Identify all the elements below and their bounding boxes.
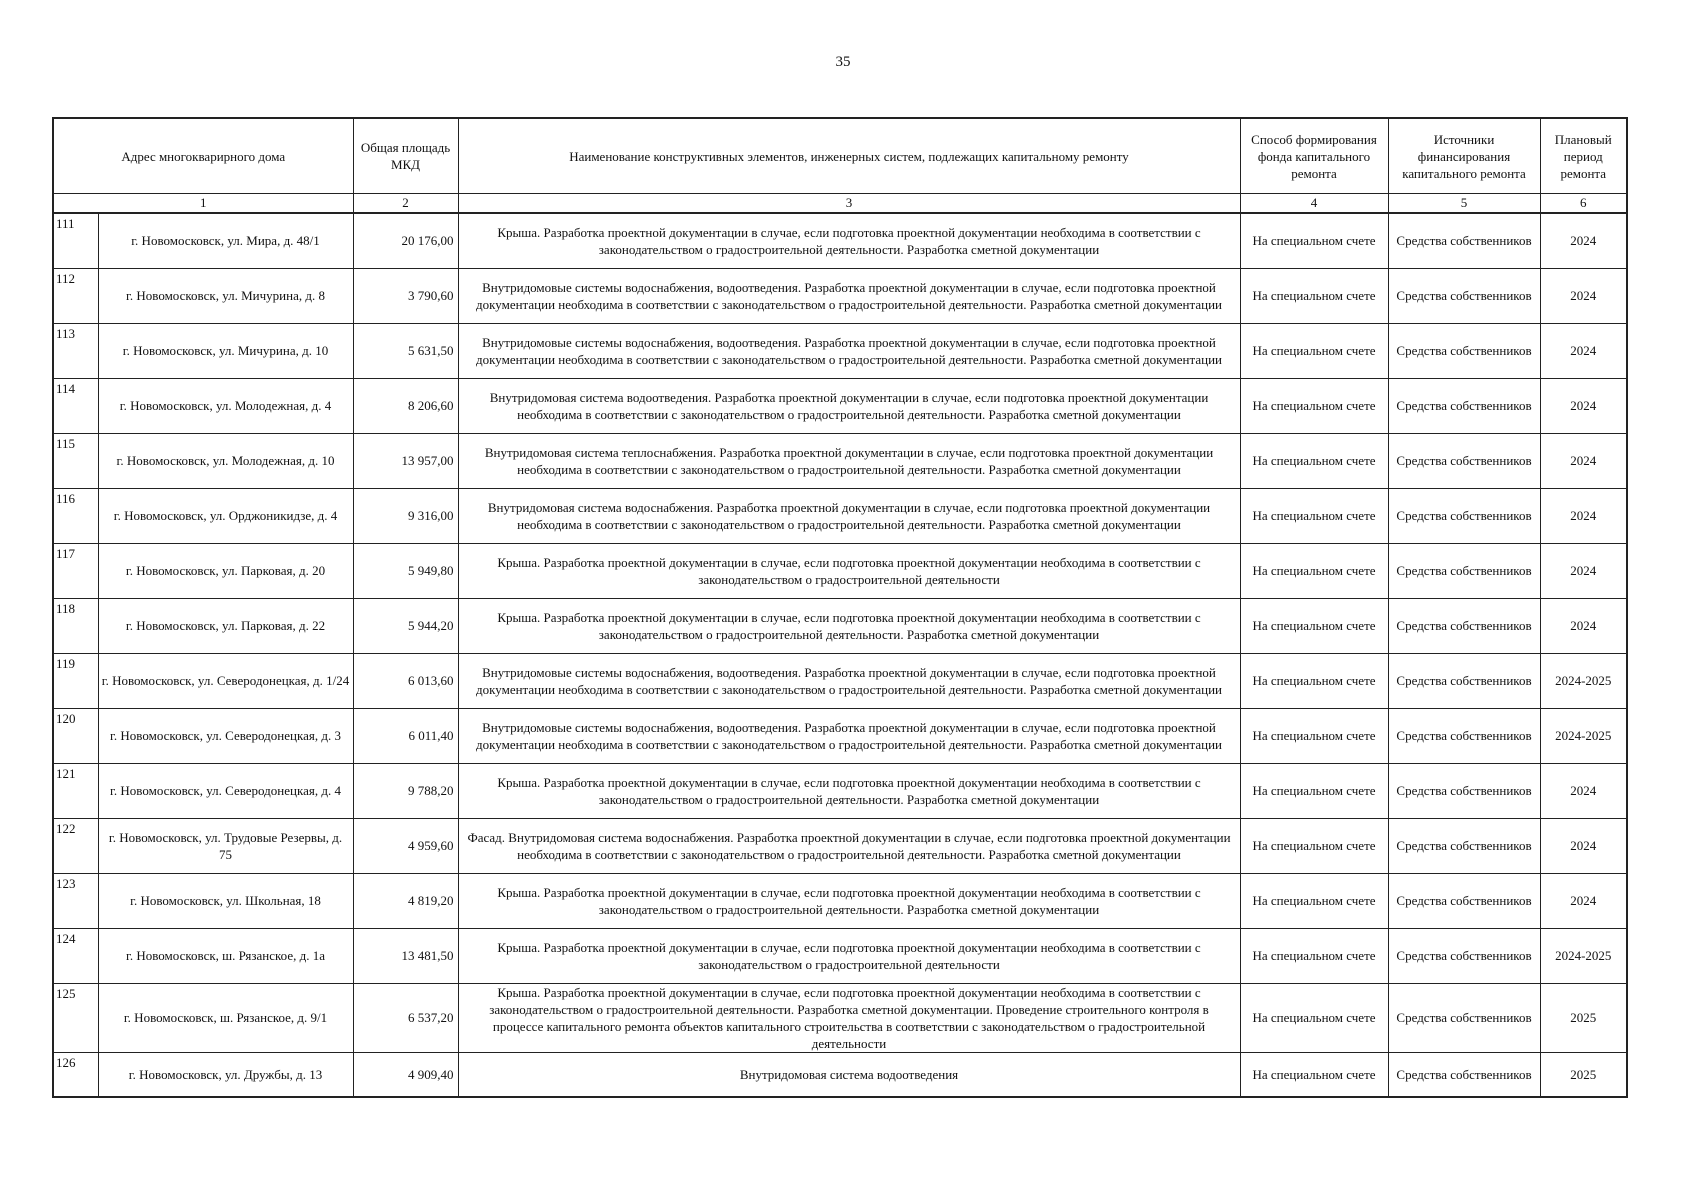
column-number: 5 <box>1388 194 1540 214</box>
column-number: 3 <box>458 194 1240 214</box>
table-row <box>53 873 1627 928</box>
row-funding: Средства собственников <box>1388 213 1540 268</box>
row-method: На специальном счете <box>1240 763 1388 818</box>
row-works: Фасад. Внутридомовая система водоснабжения. Разработка проектной документации в случае, если подготовка проектной документации необходима в соответствии с законодательством о градостроительной деятельности. Разработка сметной документации <box>458 818 1240 873</box>
header-area: Общая площадь МКД <box>353 118 458 194</box>
row-area: 6 013,60 <box>353 653 458 708</box>
row-method: На специальном счете <box>1240 653 1388 708</box>
row-period: 2024 <box>1540 433 1627 488</box>
row-number: 113 <box>53 323 98 378</box>
row-area: 5 949,80 <box>353 543 458 598</box>
row-funding: Средства собственников <box>1388 543 1540 598</box>
row-address: г. Новомосковск, ул. Мичурина, д. 8 <box>98 268 353 323</box>
row-period: 2025 <box>1540 983 1627 1052</box>
row-works: Крыша. Разработка проектной документации в случае, если подготовка проектной документации необходима в соответствии с законодательством о градостроительной деятельности <box>458 928 1240 983</box>
row-funding: Средства собственников <box>1388 1052 1540 1097</box>
row-area: 6 537,20 <box>353 983 458 1052</box>
row-works: Внутридомовая система теплоснабжения. Разработка проектной документации в случае, если подготовка проектной документации необходима в соответствии с законодательством о градостроительной деятельности. Разработка сметной документации <box>458 433 1240 488</box>
row-works: Внутридомовые системы водоснабжения, водоотведения. Разработка проектной документации в случае, если подготовка проектной документации необходима в соответствии с законодательством о градостроительной деятельности. Разработка сметной документации <box>458 268 1240 323</box>
row-period: 2024-2025 <box>1540 653 1627 708</box>
table-row <box>53 323 1627 378</box>
header-funding: Источники финансирования капитального ремонта <box>1388 118 1540 194</box>
row-method: На специальном счете <box>1240 433 1388 488</box>
row-period: 2024 <box>1540 873 1627 928</box>
row-period: 2024 <box>1540 598 1627 653</box>
row-number: 125 <box>53 983 98 1052</box>
row-address: г. Новомосковск, ш. Рязанское, д. 1а <box>98 928 353 983</box>
row-method: На специальном счете <box>1240 983 1388 1052</box>
row-funding: Средства собственников <box>1388 488 1540 543</box>
row-period: 2024 <box>1540 488 1627 543</box>
row-method: На специальном счете <box>1240 598 1388 653</box>
row-method: На специальном счете <box>1240 818 1388 873</box>
row-number: 119 <box>53 653 98 708</box>
row-works: Крыша. Разработка проектной документации в случае, если подготовка проектной документации необходима в соответствии с законодательством о градостроительной деятельности. Разработка сметной документации <box>458 763 1240 818</box>
row-period: 2024 <box>1540 323 1627 378</box>
row-works: Внутридомовые системы водоснабжения, водоотведения. Разработка проектной документации в случае, если подготовка проектной документации необходима в соответствии с законодательством о градостроительной деятельности. Разработка сметной документации <box>458 653 1240 708</box>
header-works: Наименование конструктивных элементов, инженерных систем, подлежащих капитальному ремонту <box>458 118 1240 194</box>
row-address: г. Новомосковск, ул. Северодонецкая, д. 1/24 <box>98 653 353 708</box>
row-area: 4 909,40 <box>353 1052 458 1097</box>
row-method: На специальном счете <box>1240 1052 1388 1097</box>
row-works: Внутридомовая система водоотведения. Разработка проектной документации в случае, если подготовка проектной документации необходима в соответствии с законодательством о градостроительной деятельности. Разработка сметной документации <box>458 378 1240 433</box>
row-method: На специальном счете <box>1240 268 1388 323</box>
row-period: 2024-2025 <box>1540 708 1627 763</box>
row-number: 120 <box>53 708 98 763</box>
row-area: 5 944,20 <box>353 598 458 653</box>
table-row <box>53 928 1627 983</box>
row-works: Крыша. Разработка проектной документации в случае, если подготовка проектной документации необходима в соответствии с законодательством о градостроительной деятельности. Разработка сметной документации. Проведение строительного контроля в процессе капитального ремонта объектов капитального строительства в соответствии с законодательством о градостроительной деятельности <box>458 983 1240 1052</box>
row-method: На специальном счете <box>1240 543 1388 598</box>
row-area: 4 819,20 <box>353 873 458 928</box>
row-area: 9 788,20 <box>353 763 458 818</box>
table-row <box>53 708 1627 763</box>
row-funding: Средства собственников <box>1388 653 1540 708</box>
table-row <box>53 433 1627 488</box>
row-number: 123 <box>53 873 98 928</box>
row-works: Крыша. Разработка проектной документации в случае, если подготовка проектной документации необходима в соответствии с законодательством о градостроительной деятельности. Разработка сметной документации <box>458 213 1240 268</box>
row-method: На специальном счете <box>1240 873 1388 928</box>
table-row <box>53 543 1627 598</box>
row-funding: Средства собственников <box>1388 928 1540 983</box>
header-address: Адрес многокварирного дома <box>53 118 353 194</box>
row-works: Крыша. Разработка проектной документации в случае, если подготовка проектной документации необходима в соответствии с законодательством о градостроительной деятельности. Разработка сметной документации <box>458 873 1240 928</box>
row-number: 124 <box>53 928 98 983</box>
row-number: 117 <box>53 543 98 598</box>
row-works: Внутридомовая система водоснабжения. Разработка проектной документации в случае, если подготовка проектной документации необходима в соответствии с законодательством о градостроительной деятельности. Разработка сметной документации <box>458 488 1240 543</box>
row-number: 116 <box>53 488 98 543</box>
row-method: На специальном счете <box>1240 323 1388 378</box>
row-method: На специальном счете <box>1240 928 1388 983</box>
row-area: 3 790,60 <box>353 268 458 323</box>
row-number: 111 <box>53 213 98 268</box>
row-period: 2025 <box>1540 1052 1627 1097</box>
row-works: Внутридомовые системы водоснабжения, водоотведения. Разработка проектной документации в случае, если подготовка проектной документации необходима в соответствии с законодательством о градостроительной деятельности. Разработка сметной документации <box>458 323 1240 378</box>
row-area: 13 481,50 <box>353 928 458 983</box>
header-method: Способ формирования фонда капитального ремонта <box>1240 118 1388 194</box>
row-funding: Средства собственников <box>1388 323 1540 378</box>
row-period: 2024 <box>1540 268 1627 323</box>
row-area: 6 011,40 <box>353 708 458 763</box>
row-funding: Средства собственников <box>1388 983 1540 1052</box>
table-row <box>53 268 1627 323</box>
row-funding: Средства собственников <box>1388 763 1540 818</box>
row-address: г. Новомосковск, ул. Молодежная, д. 4 <box>98 378 353 433</box>
row-period: 2024 <box>1540 763 1627 818</box>
table-row <box>53 983 1627 1052</box>
row-address: г. Новомосковск, ул. Трудовые Резервы, д. 75 <box>98 818 353 873</box>
table-row <box>53 763 1627 818</box>
table-row <box>53 488 1627 543</box>
row-address: г. Новомосковск, ул. Северодонецкая, д. 3 <box>98 708 353 763</box>
row-number: 118 <box>53 598 98 653</box>
row-number: 121 <box>53 763 98 818</box>
table-row <box>53 1052 1627 1097</box>
row-method: На специальном счете <box>1240 708 1388 763</box>
column-number: 1 <box>53 194 353 214</box>
row-area: 8 206,60 <box>353 378 458 433</box>
table-row <box>53 378 1627 433</box>
page-number: 35 <box>835 54 851 70</box>
row-period: 2024-2025 <box>1540 928 1627 983</box>
row-number: 114 <box>53 378 98 433</box>
row-works: Крыша. Разработка проектной документации в случае, если подготовка проектной документации необходима в соответствии с законодательством о градостроительной деятельности. Разработка сметной документации <box>458 598 1240 653</box>
row-address: г. Новомосковск, ул. Парковая, д. 20 <box>98 543 353 598</box>
row-number: 126 <box>53 1052 98 1097</box>
row-area: 9 316,00 <box>353 488 458 543</box>
row-address: г. Новомосковск, ул. Парковая, д. 22 <box>98 598 353 653</box>
row-area: 5 631,50 <box>353 323 458 378</box>
row-address: г. Новомосковск, ул. Мичурина, д. 10 <box>98 323 353 378</box>
row-area: 13 957,00 <box>353 433 458 488</box>
row-address: г. Новомосковск, ул. Мира, д. 48/1 <box>98 213 353 268</box>
row-area: 20 176,00 <box>353 213 458 268</box>
row-number: 122 <box>53 818 98 873</box>
table-header-row <box>53 118 1627 194</box>
row-period: 2024 <box>1540 543 1627 598</box>
row-period: 2024 <box>1540 213 1627 268</box>
row-address: г. Новомосковск, ул. Молодежная, д. 10 <box>98 433 353 488</box>
row-funding: Средства собственников <box>1388 818 1540 873</box>
row-method: На специальном счете <box>1240 378 1388 433</box>
table-row <box>53 213 1627 268</box>
row-funding: Средства собственников <box>1388 708 1540 763</box>
column-number: 6 <box>1540 194 1627 214</box>
row-funding: Средства собственников <box>1388 378 1540 433</box>
row-area: 4 959,60 <box>353 818 458 873</box>
header-period: Плановый период ремонта <box>1540 118 1627 194</box>
row-works: Внутридомовая система водоотведения <box>458 1052 1240 1097</box>
row-funding: Средства собственников <box>1388 873 1540 928</box>
row-method: На специальном счете <box>1240 213 1388 268</box>
table-row <box>53 598 1627 653</box>
repair-plan-table <box>52 117 1628 1098</box>
table-row <box>53 653 1627 708</box>
row-address: г. Новомосковск, ул. Дружбы, д. 13 <box>98 1052 353 1097</box>
row-address: г. Новомосковск, ул. Орджоникидзе, д. 4 <box>98 488 353 543</box>
document-page <box>52 117 1626 1098</box>
column-number-row <box>53 194 1627 214</box>
column-number: 4 <box>1240 194 1388 214</box>
row-period: 2024 <box>1540 378 1627 433</box>
row-address: г. Новомосковск, ул. Северодонецкая, д. 4 <box>98 763 353 818</box>
row-method: На специальном счете <box>1240 488 1388 543</box>
row-period: 2024 <box>1540 818 1627 873</box>
row-address: г. Новомосковск, ул. Школьная, 18 <box>98 873 353 928</box>
row-works: Внутридомовые системы водоснабжения, водоотведения. Разработка проектной документации в случае, если подготовка проектной документации необходима в соответствии с законодательством о градостроительной деятельности. Разработка сметной документации <box>458 708 1240 763</box>
row-address: г. Новомосковск, ш. Рязанское, д. 9/1 <box>98 983 353 1052</box>
row-works: Крыша. Разработка проектной документации в случае, если подготовка проектной документации необходима в соответствии с законодательством о градостроительной деятельности <box>458 543 1240 598</box>
row-funding: Средства собственников <box>1388 598 1540 653</box>
row-number: 112 <box>53 268 98 323</box>
table-row <box>53 818 1627 873</box>
row-funding: Средства собственников <box>1388 268 1540 323</box>
row-funding: Средства собственников <box>1388 433 1540 488</box>
row-number: 115 <box>53 433 98 488</box>
column-number: 2 <box>353 194 458 214</box>
table-body <box>53 213 1627 1097</box>
